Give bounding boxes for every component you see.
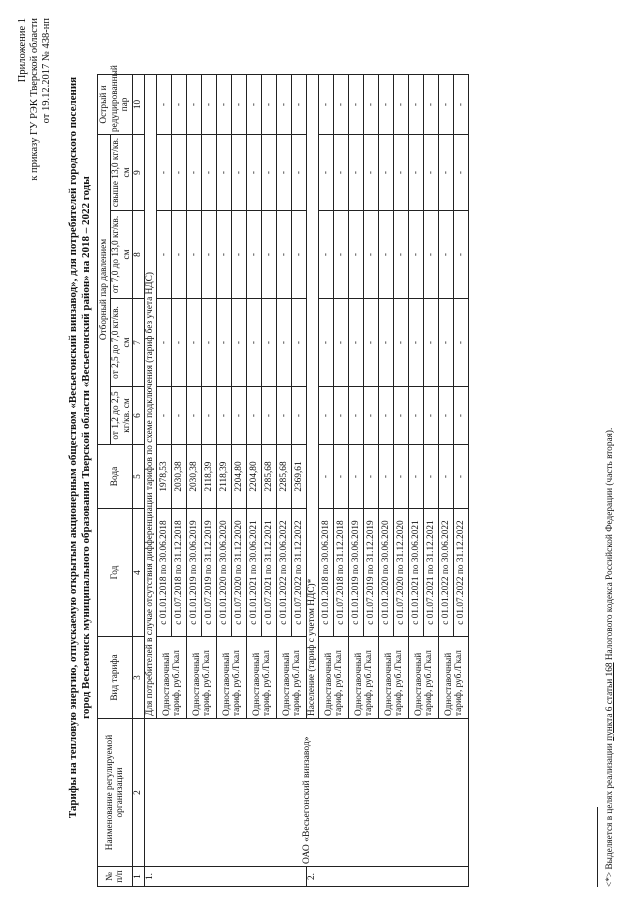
steam-p1-value: - <box>424 387 439 445</box>
period-cell: с 01.07.2021 по 31.12.2021 <box>262 509 277 637</box>
hot-steam-value: - <box>349 75 364 135</box>
water-value: - <box>334 445 349 509</box>
water-value: - <box>379 445 394 509</box>
steam-p3-value: - <box>439 211 454 299</box>
footnote-suffix: Налогового кодекса Российской Федерации (часть вторая). <box>605 427 615 663</box>
water-value: - <box>364 445 379 509</box>
steam-p3-value: - <box>247 211 262 299</box>
steam-p2-value: - <box>394 299 409 387</box>
period-cell: с 01.01.2019 по 30.06.2019 <box>349 509 364 637</box>
steam-p1-value: - <box>187 387 202 445</box>
steam-p2-value: - <box>202 299 217 387</box>
steam-p3-value: - <box>424 211 439 299</box>
steam-p2-value: - <box>232 299 247 387</box>
steam-p3-value: - <box>187 211 202 299</box>
hot-steam-value: - <box>319 75 334 135</box>
period-cell: с 01.07.2020 по 31.12.2020 <box>394 509 409 637</box>
steam-p4-value: - <box>439 135 454 211</box>
header-water: Вода <box>98 445 133 509</box>
period-cell: с 01.01.2019 по 30.06.2019 <box>187 509 202 637</box>
section-number: 1. <box>145 867 307 887</box>
col-number: 6 <box>133 387 145 445</box>
period-cell: с 01.07.2019 по 31.12.2019 <box>364 509 379 637</box>
period-cell: с 01.07.2022 по 31.12.2022 <box>454 509 469 637</box>
steam-p1-value: - <box>292 387 307 445</box>
hot-steam-value: - <box>262 75 277 135</box>
water-value: 2285,68 <box>277 445 292 509</box>
steam-p3-value: - <box>292 211 307 299</box>
water-value: - <box>349 445 364 509</box>
hot-steam-value: - <box>232 75 247 135</box>
header-p3: от 7,0 до 13,0 кг/кв. см <box>111 211 133 299</box>
period-cell: с 01.01.2021 по 30.06.2021 <box>409 509 424 637</box>
period-cell: с 01.07.2022 по 31.12.2022 <box>292 509 307 637</box>
steam-p4-value: - <box>187 135 202 211</box>
water-value: 2285,68 <box>262 445 277 509</box>
table-body <box>145 75 469 887</box>
steam-p4-value: - <box>292 135 307 211</box>
steam-p4-value: - <box>262 135 277 211</box>
period-cell: с 01.01.2020 по 30.06.2020 <box>379 509 394 637</box>
section-header-row <box>145 75 157 887</box>
header-hot-steam: Острый и редуцированный пар <box>98 75 133 135</box>
steam-p2-value: - <box>187 299 202 387</box>
tariff-kind: Одноставочный тариф, руб./Гкал <box>319 637 349 719</box>
steam-p4-value: - <box>364 135 379 211</box>
col-number: 10 <box>133 75 145 135</box>
steam-p2-value: - <box>454 299 469 387</box>
steam-p1-value: - <box>394 387 409 445</box>
period-cell: с 01.07.2018 по 31.12.2018 <box>172 509 187 637</box>
period-cell: с 01.01.2018 по 30.06.2018 <box>319 509 334 637</box>
hot-steam-value: - <box>454 75 469 135</box>
hot-steam-value: - <box>202 75 217 135</box>
steam-p2-value: - <box>319 299 334 387</box>
hot-steam-value: - <box>379 75 394 135</box>
hot-steam-value: - <box>247 75 262 135</box>
steam-p4-value: - <box>157 135 172 211</box>
header-year: Год <box>98 509 133 637</box>
water-value: - <box>394 445 409 509</box>
water-value: 2118,39 <box>202 445 217 509</box>
period-cell: с 01.01.2018 по 30.06.2018 <box>157 509 172 637</box>
steam-p4-value: - <box>202 135 217 211</box>
hot-steam-value: - <box>439 75 454 135</box>
header-p1: от 1,2 до 2,5 кг/кв. см <box>111 387 133 445</box>
footnote-rule <box>597 807 598 887</box>
steam-p3-value: - <box>217 211 232 299</box>
appendix-line: Приложение 1 <box>17 18 28 83</box>
col-number: 4 <box>133 509 145 637</box>
hot-steam-value: - <box>157 75 172 135</box>
tariff-kind: Одноставочный тариф, руб./Гкал <box>217 637 247 719</box>
col-number: 9 <box>133 135 145 211</box>
footnote-prefix: <*> Выделяется в целях реализации <box>605 740 615 887</box>
steam-p2-value: - <box>277 299 292 387</box>
steam-p1-value: - <box>262 387 277 445</box>
steam-p2-value: - <box>349 299 364 387</box>
water-value: - <box>409 445 424 509</box>
col-number: 1 <box>133 867 145 887</box>
steam-p3-value: - <box>409 211 424 299</box>
col-number: 2 <box>133 719 145 867</box>
steam-p1-value: - <box>319 387 334 445</box>
section-heading: Для потребителей в случае отсутствия дифференциации тарифов по схеме подключения (тариф без учета НДС) <box>145 75 157 719</box>
steam-p2-value: - <box>262 299 277 387</box>
steam-p4-value: - <box>247 135 262 211</box>
hot-steam-value: - <box>409 75 424 135</box>
steam-p3-value: - <box>172 211 187 299</box>
steam-p1-value: - <box>349 387 364 445</box>
steam-p3-value: - <box>202 211 217 299</box>
period-cell: с 01.01.2022 по 30.06.2022 <box>439 509 454 637</box>
hot-steam-value: - <box>187 75 202 135</box>
section-heading: Население (тариф с учетом НДС)* <box>307 75 319 719</box>
steam-p1-value: - <box>379 387 394 445</box>
header-p2: от 2,5 до 7,0 кг/кв. см <box>111 299 133 387</box>
header-kind: Вид тарифа <box>98 637 133 719</box>
hot-steam-value: - <box>334 75 349 135</box>
water-value: 2030,38 <box>187 445 202 509</box>
steam-p4-value: - <box>319 135 334 211</box>
hot-steam-value: - <box>277 75 292 135</box>
col-number: 7 <box>133 299 145 387</box>
steam-p4-value: - <box>349 135 364 211</box>
appendix-line: от 19.12.2017 № 438-нп <box>41 18 52 124</box>
hot-steam-value: - <box>364 75 379 135</box>
water-value: 2030,38 <box>172 445 187 509</box>
steam-p1-value: - <box>409 387 424 445</box>
tariff-kind: Одноставочный тариф, руб./Гкал <box>277 637 307 719</box>
steam-p3-value: - <box>319 211 334 299</box>
period-cell: с 01.07.2018 по 31.12.2018 <box>334 509 349 637</box>
tariff-kind: Одноставочный тариф, руб./Гкал <box>409 637 439 719</box>
header-steam-group: Отборный пар давлением <box>98 135 111 445</box>
steam-p2-value: - <box>334 299 349 387</box>
header-org: Наименование регулируемой организации <box>98 719 133 867</box>
period-cell: с 01.01.2022 по 30.06.2022 <box>277 509 292 637</box>
steam-p1-value: - <box>247 387 262 445</box>
steam-p3-value: - <box>454 211 469 299</box>
steam-p1-value: - <box>202 387 217 445</box>
tariff-kind: Одноставочный тариф, руб./Гкал <box>157 637 187 719</box>
tariff-kind: Одноставочный тариф, руб./Гкал <box>379 637 409 719</box>
water-value: - <box>454 445 469 509</box>
steam-p4-value: - <box>232 135 247 211</box>
period-cell: с 01.07.2021 по 31.12.2021 <box>424 509 439 637</box>
water-value: - <box>439 445 454 509</box>
steam-p1-value: - <box>157 387 172 445</box>
steam-p2-value: - <box>439 299 454 387</box>
water-value: 2369,61 <box>292 445 307 509</box>
steam-p3-value: - <box>364 211 379 299</box>
steam-p2-value: - <box>424 299 439 387</box>
steam-p1-value: - <box>172 387 187 445</box>
steam-p2-value: - <box>157 299 172 387</box>
steam-p1-value: - <box>439 387 454 445</box>
footnote <box>605 428 615 887</box>
rotated-page <box>15 0 624 895</box>
steam-p2-value: - <box>292 299 307 387</box>
water-value: - <box>319 445 334 509</box>
steam-p4-value: - <box>409 135 424 211</box>
steam-p1-value: - <box>334 387 349 445</box>
hot-steam-value: - <box>217 75 232 135</box>
steam-p3-value: - <box>349 211 364 299</box>
steam-p1-value: - <box>232 387 247 445</box>
header-p4: свыше 13,0 кг/кв. см <box>111 135 133 211</box>
steam-p4-value: - <box>394 135 409 211</box>
steam-p2-value: - <box>172 299 187 387</box>
col-number: 5 <box>133 445 145 509</box>
steam-p4-value: - <box>217 135 232 211</box>
title-line: город Весьегонск муниципального образования Тверской области «Весьегонский район» на 2018 – 2022 годы <box>80 176 92 719</box>
steam-p1-value: - <box>364 387 379 445</box>
appendix-note <box>17 18 53 181</box>
steam-p2-value: - <box>379 299 394 387</box>
steam-p2-value: - <box>217 299 232 387</box>
hot-steam-value: - <box>172 75 187 135</box>
steam-p2-value: - <box>247 299 262 387</box>
steam-p1-value: - <box>454 387 469 445</box>
steam-p3-value: - <box>334 211 349 299</box>
water-value: 2204,80 <box>247 445 262 509</box>
organization-name: ОАО «Весьегонский винзавод» <box>145 719 469 867</box>
period-cell: с 01.07.2019 по 31.12.2019 <box>202 509 217 637</box>
water-value: 1978,53 <box>157 445 172 509</box>
steam-p4-value: - <box>277 135 292 211</box>
tariff-kind: Одноставочный тариф, руб./Гкал <box>247 637 277 719</box>
tariff-table <box>97 65 469 887</box>
steam-p3-value: - <box>379 211 394 299</box>
hot-steam-value: - <box>292 75 307 135</box>
water-value: - <box>424 445 439 509</box>
steam-p3-value: - <box>394 211 409 299</box>
header-no: № п/п <box>98 867 133 887</box>
water-value: 2118,39 <box>217 445 232 509</box>
steam-p2-value: - <box>409 299 424 387</box>
period-cell: с 01.01.2021 по 30.06.2021 <box>247 509 262 637</box>
steam-p2-value: - <box>364 299 379 387</box>
steam-p3-value: - <box>232 211 247 299</box>
hot-steam-value: - <box>394 75 409 135</box>
appendix-line: к приказу ГУ РЭК Тверской области <box>29 18 40 181</box>
steam-p1-value: - <box>277 387 292 445</box>
tariff-kind: Одноставочный тариф, руб./Гкал <box>439 637 469 719</box>
period-cell: с 01.01.2020 по 30.06.2020 <box>217 509 232 637</box>
steam-p4-value: - <box>172 135 187 211</box>
document-title <box>67 10 93 885</box>
steam-p4-value: - <box>334 135 349 211</box>
steam-p3-value: - <box>262 211 277 299</box>
steam-p4-value: - <box>379 135 394 211</box>
col-number: 3 <box>133 637 145 719</box>
steam-p4-value: - <box>424 135 439 211</box>
title-line: Тарифы на тепловую энергию, отпускаемую открытым акционерным обществом «Весьегонский винзавод», для потребителей городского поселения <box>67 76 79 819</box>
water-value: 2204,80 <box>232 445 247 509</box>
tariff-kind: Одноставочный тариф, руб./Гкал <box>349 637 379 719</box>
steam-p3-value: - <box>157 211 172 299</box>
hot-steam-value: - <box>424 75 439 135</box>
steam-p1-value: - <box>217 387 232 445</box>
section-number: 2. <box>307 867 469 887</box>
footnote-link[interactable]: пункта 6 статьи 168 <box>605 662 615 741</box>
period-cell: с 01.07.2020 по 31.12.2020 <box>232 509 247 637</box>
steam-p4-value: - <box>454 135 469 211</box>
tariff-kind: Одноставочный тариф, руб./Гкал <box>187 637 217 719</box>
steam-p3-value: - <box>277 211 292 299</box>
col-number: 8 <box>133 211 145 299</box>
